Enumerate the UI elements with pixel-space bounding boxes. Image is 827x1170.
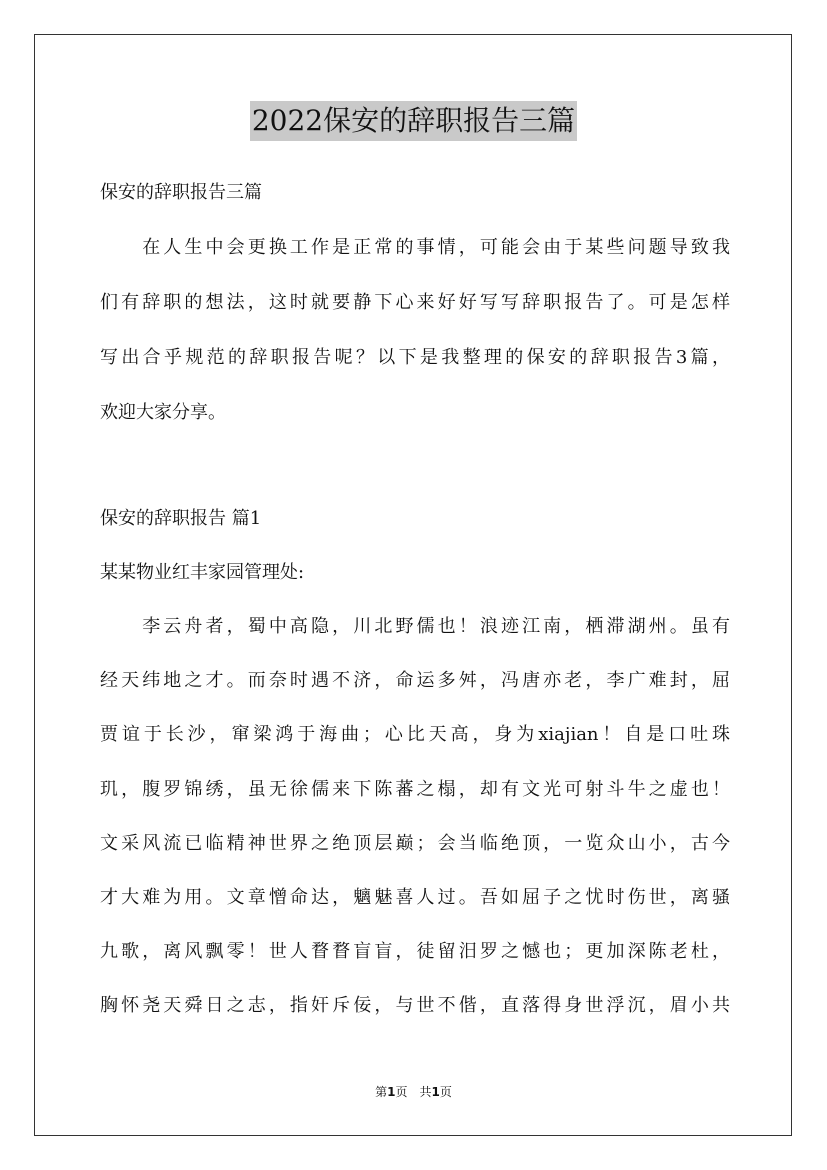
body-line: 胸怀尧天舜日之志，指奸斥佞，与世不偕，直落得身世浮沉，眉小共 <box>100 995 730 1017</box>
intro-line: 在人生中会更换工作是正常的事情，可能会由于某些问题导致我 <box>100 237 730 258</box>
footer-page-prefix: 第 <box>375 1085 388 1099</box>
intro-line: 们有辞职的想法，这时就要静下心来好好写写辞职报告了。可是怎样 <box>100 292 730 313</box>
section-heading: 保安的辞职报告 篇1 <box>100 508 262 529</box>
footer-page-mid: 页 共 <box>395 1085 432 1099</box>
body-line: 李云舟者，蜀中高隐，川北野儒也！浪迹江南，栖滞湖州。虽有 <box>100 616 730 637</box>
intro-line: 写出合乎规范的辞职报告呢？以下是我整理的保安的辞职报告3篇， <box>100 347 730 368</box>
body-line: 玑，腹罗锦绣，虽无徐儒来下陈蕃之榻，却有文光可射斗牛之虚也！ <box>100 778 730 800</box>
body-line: 经天纬地之才。而奈时遇不济，命运多舛，冯唐亦老，李广难封，屈 <box>100 670 730 692</box>
footer-page-suffix: 页 <box>439 1085 452 1099</box>
page-footer <box>0 1083 827 1100</box>
body-line: 九歌，离风飘零！世人瞀瞀盲盲，徒留汨罗之憾也；更加深陈老杜， <box>100 941 730 963</box>
title-container <box>0 101 827 141</box>
footer-page-number: 1 <box>387 1085 396 1099</box>
addressee-line: 某某物业红丰家园管理处: <box>100 562 305 583</box>
document-title: 2022保安的辞职报告三篇 <box>250 101 577 141</box>
intro-line: 欢迎大家分享。 <box>100 402 226 423</box>
body-line: 文采风流已临精神世界之绝顶层巅；会当临绝顶，一览众山小，古今 <box>100 832 730 854</box>
body-line: 才大难为用。文章憎命达，魑魅喜人过。吾如屈子之忧时伤世，离骚 <box>100 887 730 908</box>
body-line: 贾谊于长沙，窜梁鸿于海曲；心比天高，身为xiajian！自是口吐珠 <box>100 724 730 746</box>
document-subtitle: 保安的辞职报告三篇 <box>100 182 262 203</box>
footer-page-total: 1 <box>431 1085 440 1099</box>
